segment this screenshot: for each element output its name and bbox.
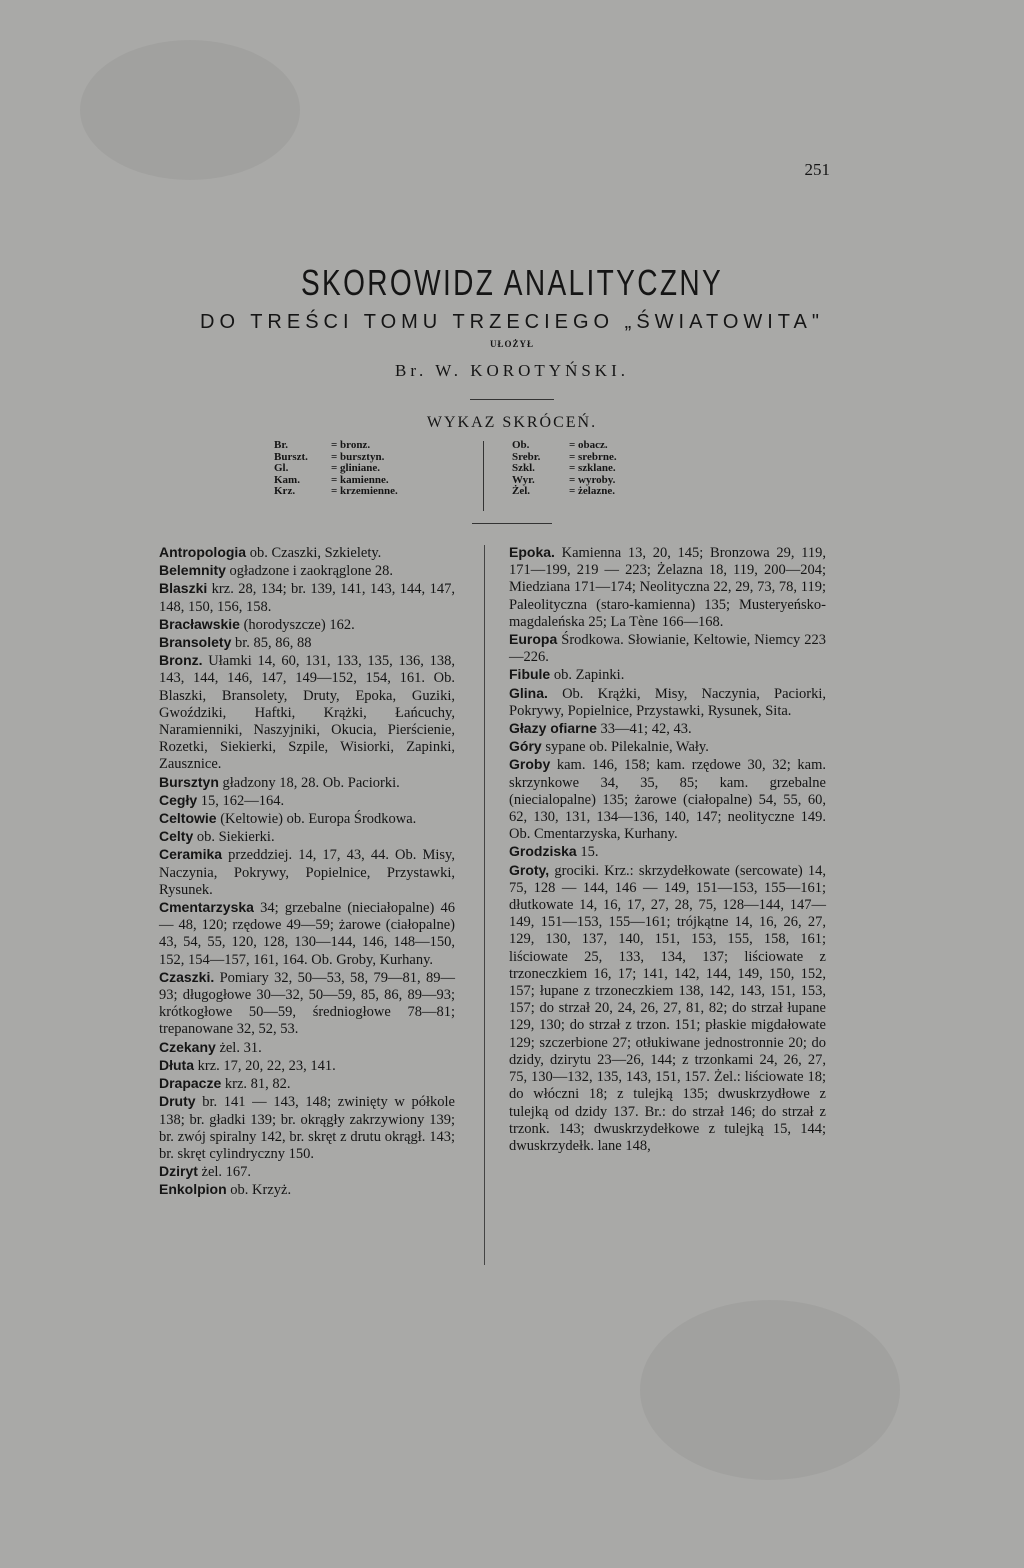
index-references: żel. 167. xyxy=(197,1164,252,1181)
index-term: Belemnity xyxy=(159,562,226,579)
index-references: przeddziej. 14, 17, 43, 44. Ob. Misy, Naczynia, Pokrywy, Popielnice, Przystawki, Rysunek. xyxy=(159,847,455,898)
index-references: ogładzone i zaokrąglone 28. xyxy=(225,563,394,580)
index-term: Enkolpion xyxy=(159,1181,227,1198)
page-number: 251 xyxy=(804,160,830,179)
index-term: Fibule xyxy=(509,666,551,683)
abbreviation-row xyxy=(512,463,617,475)
index-references: br. 141 — 143, 148; zwinięty w półkole 138; br. gładki 139; br. okrągły zakrzywiony 139; br. zwój spiralny 142, br. skręt z drutu okrągł. 143; br. skręt cylindryczny 150. xyxy=(159,1094,455,1162)
abbreviation-value: = szklane. xyxy=(569,462,616,474)
index-references: żel. 31. xyxy=(215,1039,262,1056)
index-references: (Keltowie) ob. Europa Środkowa. xyxy=(216,811,417,828)
author-name: Br. W. KOROTYŃSKI. xyxy=(395,361,629,380)
abbreviation-key: Kam. xyxy=(274,473,300,486)
index-references: krz. 17, 20, 22, 23, 141. xyxy=(194,1057,336,1074)
page-subtitle: DO TREŚCI TOMU TRZECIEGO „ŚWIATOWITA" xyxy=(200,311,824,333)
index-entry xyxy=(159,774,455,792)
index-references: 33—41; 42, 43. xyxy=(596,721,692,738)
index-entry xyxy=(159,1093,455,1163)
index-entry xyxy=(509,756,826,843)
index-references: krz. 81, 82. xyxy=(221,1076,291,1093)
abbreviation-key: Ob. xyxy=(512,439,530,451)
index-references: br. 85, 86, 88 xyxy=(231,635,312,652)
abbreviation-key: Gl. xyxy=(274,462,289,474)
abbreviations-list-right xyxy=(512,440,617,498)
index-entry xyxy=(159,580,455,615)
index-references: ob. Krzyż. xyxy=(226,1182,292,1199)
page-title: SKOROWIDZ ANALITYCZNY xyxy=(300,262,724,303)
index-entry xyxy=(159,828,455,846)
abbreviation-key: Burszt. xyxy=(274,450,308,463)
abbreviation-key: Żel. xyxy=(512,485,531,497)
index-column-right xyxy=(509,544,826,1155)
abbreviation-key: Br. xyxy=(274,439,288,451)
index-entry xyxy=(159,1181,455,1199)
index-references: kam. 146, 158; kam. rzędowe 30, 32; kam. skrzynkowe 34, 35, 85; kam. grzebalne (niecialopalne) 135; żarowe (ciałopalne) 54, 55, 60, 62, 130, 131, 134—136, 140, 147; neolityczne 149. Ob. Cmentarzyska, Kurhany. xyxy=(509,757,826,843)
index-term: Cegły xyxy=(159,791,198,808)
index-references: Pomiary 32, 50—53, 58, 79—81, 89—93; długogłowe 30—32, 50—59, 85, 86, 89—93; krótkogłowe 50—59, średniogłowe 78—81; trepanowane 32, 52, 53. xyxy=(159,969,455,1038)
index-references: Ob. Krążki, Misy, Naczynia, Paciorki, Pokrywy, Popielnice, Przystawki, Rysunek, Sita. xyxy=(509,685,826,719)
index-entry xyxy=(509,544,826,631)
index-term: Druty xyxy=(159,1093,196,1110)
index-entry xyxy=(509,720,826,738)
index-term: Czekany xyxy=(159,1038,216,1055)
index-entry xyxy=(159,652,455,773)
column-divider xyxy=(484,545,485,1265)
index-term: Bransolety xyxy=(159,634,232,651)
index-references: sypane ob. Pilekalnie, Wały. xyxy=(541,739,709,756)
index-entry xyxy=(159,616,455,634)
abbreviations-list-left xyxy=(274,440,398,498)
abbreviation-row xyxy=(274,463,398,475)
index-term: Bronz. xyxy=(159,652,203,669)
index-references: ob. Czaszki, Szkielety. xyxy=(246,545,382,561)
index-references: 15. xyxy=(576,844,599,861)
abbreviation-key: Szkl. xyxy=(512,462,535,474)
index-term: Antropologia xyxy=(159,544,247,560)
index-entry xyxy=(159,544,455,562)
index-term: Groby xyxy=(509,756,551,773)
index-references: grociki. Krz.: skrzydełkowate (sercowate) 14, 75, 128 — 144, 146 — 149, 151—153, 155—161; dłutkowate 14, 16, 17, 27, 28, 75, 128—144, 147—149, 151—153, 155—161; trójkątne 14, 16, 26, 27, 129, 130, 137, 140, 151, 153, 155, 158, 161; liściowate 25, 133, 134, 137; liściowate z trzoneczkiem 16, 17; 141, 142, 144, 149, 150, 152, 157; łupane z trzoneczkiem 138, 142, 143, 151, 153, 157; do strzał 20, 24, 26, 27, 81, 82; do strzał łupane 129, 130; do strzał z trzon. 151; płaskie migdałowate 129; szczerbione 27; otłukiwane jednostronnie 20; do dzidy, dzirytu 23—26, 144; z trzonkami 24, 26, 27, 75, 130—132, 135, 143, 151, 157. Żel.: liściowate 18; do włóczni 18; z tulejką 135; dwuskrzydłowe z tulejką od dzidy 137. Br.: do strzał 146; do strzał z trzonk. 143; dwuskrzydełkowe z tulejką 15, 144; dwuskrzydełk. lane 148, xyxy=(509,862,826,1154)
index-references: ob. Siekierki. xyxy=(193,829,275,846)
index-entry xyxy=(509,631,826,666)
index-entry xyxy=(159,899,455,969)
index-references: Środkowa. Słowianie, Keltowie, Niemcy 223—226. xyxy=(509,632,826,666)
index-references: krz. 28, 134; br. 139, 141, 143, 144, 147, 148, 150, 156, 158. xyxy=(159,581,455,615)
index-entry xyxy=(159,810,455,828)
paper-stain xyxy=(640,1300,900,1480)
abbreviation-key: Srebr. xyxy=(512,450,541,463)
abbreviation-value: = bursztyn. xyxy=(331,450,385,463)
abbreviation-value: = wyroby. xyxy=(569,473,616,486)
index-term: Bursztyn xyxy=(159,773,219,790)
index-references: Ułamki 14, 60, 131, 133, 135, 136, 138, 143, 144, 146, 147, 149—152, 154, 161. Ob. Blaszki, Bransolety, Druty, Epoka, Guziki, Gwoździki, Haftki, Krążki, Łańcuchy, Naramienniki, Naszyjniki, Okucia, Pierścienie, Rozetki, Siekierki, Szpile, Wisiorki, Zapinki, Zausznice. xyxy=(159,653,455,773)
index-entry xyxy=(159,562,455,580)
index-term: Glina. xyxy=(509,684,548,701)
index-entry xyxy=(159,1057,455,1075)
index-term: Góry xyxy=(509,738,542,755)
abbreviation-row xyxy=(274,440,398,452)
abbreviation-key: Krz. xyxy=(274,485,296,497)
index-references: 15, 162—164. xyxy=(197,792,285,809)
abbreviation-key: Wyr. xyxy=(512,473,535,486)
index-entry xyxy=(159,1075,455,1093)
index-entry xyxy=(159,1039,455,1057)
index-entry xyxy=(159,969,455,1039)
divider-rule xyxy=(472,523,552,524)
index-term: Blaszki xyxy=(159,580,208,597)
abbreviation-value: = obacz. xyxy=(569,439,608,451)
paper-stain xyxy=(80,40,300,180)
index-term: Dłuta xyxy=(159,1056,194,1073)
index-entry xyxy=(509,843,826,861)
index-entry xyxy=(159,792,455,810)
index-term: Drapacze xyxy=(159,1075,222,1092)
abbreviation-value: = gliniane. xyxy=(331,462,381,474)
index-term: Głazy ofiarne xyxy=(509,720,597,737)
index-entry xyxy=(509,738,826,756)
index-entry xyxy=(509,685,826,720)
abbreviations-heading: WYKAZ SKRÓCEŃ. xyxy=(426,414,598,431)
index-entry xyxy=(159,846,455,899)
index-term: Groty, xyxy=(509,861,550,878)
index-references: 34; grzebalne (nieciałopalne) 46 — 48, 120; rzędowe 49—59; żarowe (ciałopalne) 43, 54, 55, 120, 128, 130—144, 146, 148—150, 152, 154—157, 161, 164. Ob. Groby, Kurhany. xyxy=(159,900,455,968)
abbreviation-value: = bronz. xyxy=(331,439,371,451)
index-references: gładzony 18, 28. Ob. Paciorki. xyxy=(218,774,400,791)
index-entry xyxy=(509,666,826,684)
abbreviation-value: = srebrne. xyxy=(569,450,617,463)
index-term: Europa xyxy=(509,631,558,648)
index-term: Grodziska xyxy=(509,843,577,860)
index-entry xyxy=(509,862,826,1155)
abbreviation-row xyxy=(274,486,398,498)
abbreviation-value: = żelazne. xyxy=(569,485,615,497)
index-term: Epoka. xyxy=(509,544,555,560)
abbreviations-divider xyxy=(483,441,484,511)
index-term: Cmentarzyska xyxy=(159,899,254,916)
index-entry xyxy=(159,1163,455,1181)
index-column-left xyxy=(159,544,455,1200)
index-term: Czaszki. xyxy=(159,968,215,985)
index-references: ob. Zapinki. xyxy=(550,667,625,684)
abbreviation-value: = krzemienne. xyxy=(331,485,398,497)
abbreviation-value: = kamienne. xyxy=(331,473,389,486)
index-term: Dziryt xyxy=(159,1163,198,1180)
abbreviation-row xyxy=(512,440,617,452)
index-references: (horodyszcze) 162. xyxy=(239,616,355,633)
index-term: Bracławskie xyxy=(159,615,240,632)
divider-rule xyxy=(470,399,554,400)
index-references: Kamienna 13, 20, 145; Bronzowa 29, 119, 171—199, 219 — 223; Żelazna 18, 119, 200—204; Miedziana 171—174; Neolityczna 22, 29, 73, 78, 119; Paleolityczna (staro-kamienna) 135; Musteryeńsko-magdaleńska 25; La Tène 166—168. xyxy=(509,545,826,630)
abbreviation-row xyxy=(512,486,617,498)
index-term: Ceramika xyxy=(159,846,223,863)
index-term: Celty xyxy=(159,828,194,845)
index-entry xyxy=(159,634,455,652)
compiled-by-label: UŁOŻYŁ xyxy=(489,339,534,349)
index-term: Celtowie xyxy=(159,810,217,827)
